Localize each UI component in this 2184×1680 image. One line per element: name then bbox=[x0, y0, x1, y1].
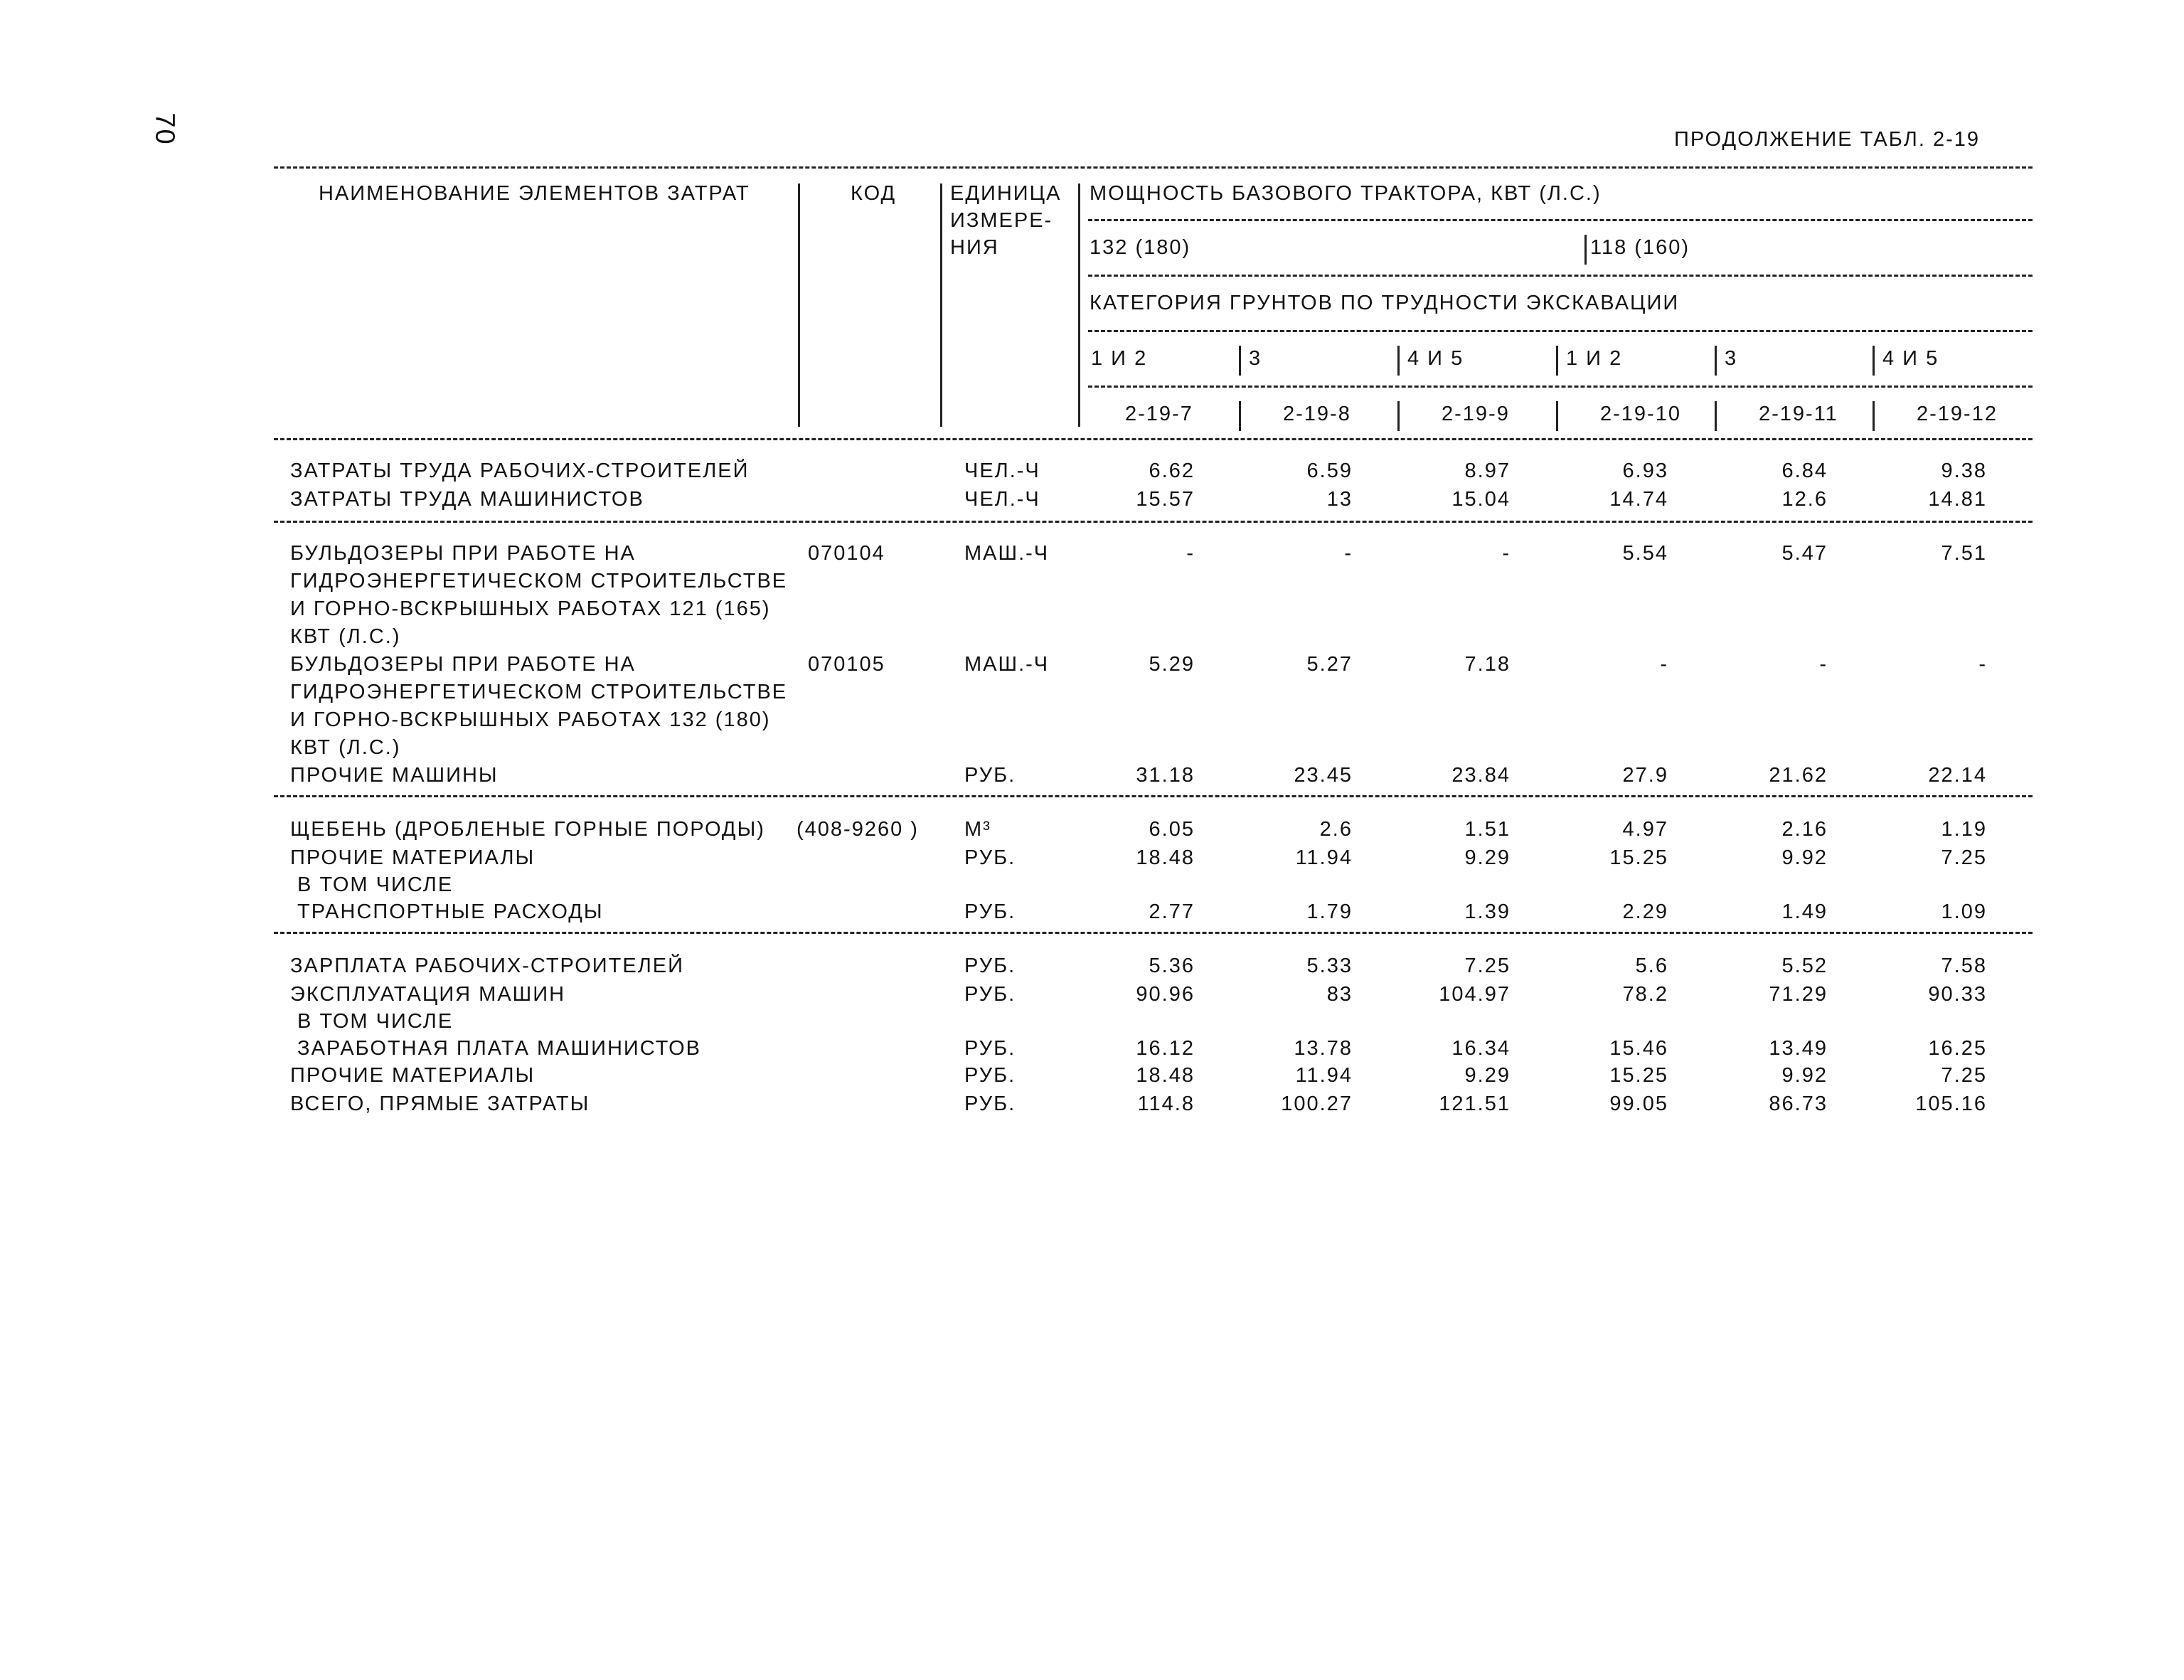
row-value: 18.48 bbox=[1136, 846, 1195, 869]
header-code-6: 2-19-12 bbox=[1917, 403, 1998, 425]
row-value: 14.74 bbox=[1609, 488, 1668, 511]
row-value: 1.39 bbox=[1464, 900, 1511, 923]
header-rule bbox=[1088, 275, 2033, 277]
row-value: 114.8 bbox=[1137, 1092, 1195, 1115]
row-name: ГИДРОЭНЕРГЕТИЧЕСКОМ СТРОИТЕЛЬСТВЕ bbox=[290, 570, 788, 592]
row-value: 5.54 bbox=[1622, 542, 1668, 565]
row-value: 9.92 bbox=[1781, 1064, 1828, 1087]
header-power-a: 132 (180) bbox=[1090, 236, 1191, 259]
header-rule bbox=[1088, 386, 2033, 388]
row-value: 18.48 bbox=[1136, 1064, 1195, 1087]
category-divider bbox=[1239, 346, 1241, 376]
header-code-5: 2-19-11 bbox=[1759, 403, 1838, 425]
row-name: ЗАТРАТЫ ТРУДА МАШИНИСТОВ bbox=[290, 488, 644, 511]
row-value: 5.29 bbox=[1149, 653, 1195, 676]
row-name: ЗАРАБОТНАЯ ПЛАТА МАШИНИСТОВ bbox=[290, 1037, 702, 1060]
row-value: 23.45 bbox=[1294, 764, 1353, 787]
row-value: 27.9 bbox=[1622, 764, 1668, 787]
code-divider bbox=[1556, 401, 1558, 431]
row-name: ЗАТРАТЫ ТРУДА РАБОЧИХ-СТРОИТЕЛЕЙ bbox=[290, 459, 750, 482]
category-divider bbox=[1873, 346, 1875, 376]
header-rule bbox=[1088, 330, 2033, 332]
code-divider bbox=[1715, 401, 1717, 431]
header-unit-line3: НИЯ bbox=[950, 236, 999, 259]
row-unit: ЧЕЛ.-Ч bbox=[964, 459, 1040, 482]
row-value: 99.05 bbox=[1609, 1092, 1668, 1115]
header-category-4: 1 И 2 bbox=[1566, 347, 1623, 370]
header-power-b: 118 (160) bbox=[1590, 236, 1690, 259]
row-name: ЗАРПЛАТА РАБОЧИХ-СТРОИТЕЛЕЙ bbox=[290, 955, 684, 977]
row-name: ТРАНСПОРТНЫЕ РАСХОДЫ bbox=[290, 900, 604, 923]
row-value: 9.38 bbox=[1941, 459, 1987, 482]
row-value: 78.2 bbox=[1622, 983, 1668, 1006]
row-unit: РУБ. bbox=[964, 955, 1016, 977]
row-value: 100.27 bbox=[1281, 1092, 1353, 1115]
header-code-4: 2-19-10 bbox=[1600, 403, 1681, 425]
header-category-3: 4 И 5 bbox=[1407, 347, 1464, 370]
row-value: 6.84 bbox=[1781, 459, 1828, 482]
row-value: 15.04 bbox=[1451, 488, 1511, 511]
header-category-2: 3 bbox=[1249, 347, 1262, 370]
category-divider bbox=[1397, 346, 1400, 376]
row-value: 7.18 bbox=[1464, 653, 1511, 676]
section-rule bbox=[274, 521, 2033, 523]
row-name: ПРОЧИЕ МАШИНЫ bbox=[290, 764, 499, 787]
header-code-1: 2-19-7 bbox=[1125, 403, 1193, 425]
row-name: КВТ (Л.С.) bbox=[290, 736, 401, 759]
row-value: 6.05 bbox=[1149, 818, 1195, 841]
row-value: 7.25 bbox=[1941, 846, 1987, 869]
row-unit: РУБ. bbox=[964, 764, 1016, 787]
row-value: 9.29 bbox=[1464, 1064, 1511, 1087]
row-value: 5.33 bbox=[1306, 955, 1353, 977]
header-code-3: 2-19-9 bbox=[1442, 403, 1510, 425]
row-value: 1.49 bbox=[1781, 900, 1828, 923]
row-name: КВТ (Л.С.) bbox=[290, 625, 401, 648]
code-divider bbox=[1873, 401, 1875, 431]
row-value: 104.97 bbox=[1439, 983, 1511, 1006]
row-value: 14.81 bbox=[1928, 488, 1987, 511]
row-value: 5.6 bbox=[1635, 955, 1668, 977]
row-value: 21.62 bbox=[1769, 764, 1828, 787]
code-divider bbox=[1239, 401, 1241, 431]
row-value: - bbox=[1978, 653, 1987, 676]
header-top-rule bbox=[274, 166, 2033, 169]
row-name: ПРОЧИЕ МАТЕРИАЛЫ bbox=[290, 846, 536, 869]
row-value: 15.46 bbox=[1609, 1037, 1668, 1060]
row-value: 23.84 bbox=[1451, 764, 1511, 787]
row-name: В ТОМ ЧИСЛЕ bbox=[290, 873, 454, 896]
section-rule bbox=[274, 932, 2033, 934]
row-value: 4.97 bbox=[1622, 818, 1668, 841]
row-value: 5.27 bbox=[1306, 653, 1353, 676]
row-value: 13.49 bbox=[1769, 1037, 1828, 1060]
row-value: 7.58 bbox=[1941, 955, 1987, 977]
row-name: ЩЕБЕНЬ (ДРОБЛЕНЫЕ ГОРНЫЕ ПОРОДЫ) bbox=[290, 818, 765, 841]
row-code: 070105 bbox=[808, 653, 885, 676]
header-rule bbox=[1088, 219, 2033, 221]
row-unit: РУБ. bbox=[964, 983, 1016, 1006]
column-divider-power bbox=[1584, 235, 1587, 265]
row-value: 22.14 bbox=[1928, 764, 1987, 787]
row-value: 2.29 bbox=[1622, 900, 1668, 923]
column-divider-values bbox=[1078, 184, 1080, 427]
row-value: 9.29 bbox=[1464, 846, 1511, 869]
code-divider bbox=[1397, 401, 1400, 431]
row-value: 15.25 bbox=[1609, 846, 1668, 869]
row-value: 11.94 bbox=[1295, 1064, 1353, 1087]
row-value: 2.77 bbox=[1149, 900, 1195, 923]
row-value: 2.16 bbox=[1781, 818, 1828, 841]
row-name: БУЛЬДОЗЕРЫ ПРИ РАБОТЕ НА bbox=[290, 542, 636, 565]
row-value: 71.29 bbox=[1769, 983, 1828, 1006]
row-unit: М³ bbox=[964, 818, 991, 841]
row-code: (408-9260 ) bbox=[797, 818, 919, 841]
row-value: 11.94 bbox=[1295, 846, 1353, 869]
header-name: НАИМЕНОВАНИЕ ЭЛЕМЕНТОВ ЗАТРАТ bbox=[319, 182, 750, 205]
row-value: 1.79 bbox=[1306, 900, 1353, 923]
row-value: 5.47 bbox=[1781, 542, 1828, 565]
row-unit: МАШ.-Ч bbox=[964, 653, 1050, 676]
row-value: - bbox=[1186, 542, 1195, 565]
header-category-5: 3 bbox=[1725, 347, 1738, 370]
row-value: 105.16 bbox=[1915, 1092, 1987, 1115]
row-unit: РУБ. bbox=[964, 1092, 1016, 1115]
page-number: 70 bbox=[149, 112, 180, 146]
row-value: 6.62 bbox=[1149, 459, 1195, 482]
row-value: 5.52 bbox=[1781, 955, 1828, 977]
row-value: - bbox=[1344, 542, 1353, 565]
row-name: И ГОРНО-ВСКРЫШНЫХ РАБОТАХ 121 (165) bbox=[290, 597, 771, 620]
header-code: КОД bbox=[851, 182, 897, 205]
row-value: 12.6 bbox=[1781, 488, 1828, 511]
table-continuation-title: ПРОДОЛЖЕНИЕ ТАБЛ. 2-19 bbox=[1674, 128, 1980, 151]
row-value: 7.25 bbox=[1464, 955, 1511, 977]
row-value: 1.09 bbox=[1941, 900, 1987, 923]
row-value: - bbox=[1819, 653, 1828, 676]
header-bottom-rule bbox=[274, 438, 2033, 440]
row-name: ВСЕГО, ПРЯМЫЕ ЗАТРАТЫ bbox=[290, 1092, 590, 1115]
row-value: 90.33 bbox=[1928, 983, 1987, 1006]
column-divider-code bbox=[798, 184, 800, 427]
row-value: 1.19 bbox=[1941, 818, 1987, 841]
row-value: 13 bbox=[1326, 488, 1353, 511]
category-divider bbox=[1556, 346, 1558, 376]
row-value: 16.25 bbox=[1928, 1037, 1987, 1060]
row-value: 1.51 bbox=[1464, 818, 1511, 841]
row-unit: ЧЕЛ.-Ч bbox=[964, 488, 1040, 511]
row-name: БУЛЬДОЗЕРЫ ПРИ РАБОТЕ НА bbox=[290, 653, 636, 676]
row-unit: МАШ.-Ч bbox=[964, 542, 1050, 565]
row-value: 7.25 bbox=[1941, 1064, 1987, 1087]
section-rule bbox=[274, 795, 2033, 797]
row-value: 5.36 bbox=[1149, 955, 1195, 977]
row-value: - bbox=[1660, 653, 1668, 676]
row-code: 070104 bbox=[808, 542, 885, 565]
row-value: 9.92 bbox=[1781, 846, 1828, 869]
header-unit-line2: ИЗМЕРЕ- bbox=[950, 209, 1053, 232]
row-unit: РУБ. bbox=[964, 846, 1016, 869]
header-unit-line1: ЕДИНИЦА bbox=[950, 182, 1062, 205]
row-value: 16.34 bbox=[1451, 1037, 1511, 1060]
row-value: 86.73 bbox=[1769, 1092, 1828, 1115]
row-unit: РУБ. bbox=[964, 1064, 1016, 1087]
row-value: 8.97 bbox=[1464, 459, 1511, 482]
row-unit: РУБ. bbox=[964, 1037, 1016, 1060]
row-value: 13.78 bbox=[1294, 1037, 1353, 1060]
header-category-6: 4 И 5 bbox=[1882, 347, 1939, 370]
row-value: 83 bbox=[1326, 983, 1353, 1006]
row-name: ПРОЧИЕ МАТЕРИАЛЫ bbox=[290, 1064, 536, 1087]
row-value: 15.25 bbox=[1609, 1064, 1668, 1087]
row-value: 15.57 bbox=[1136, 488, 1195, 511]
header-category-1: 1 И 2 bbox=[1091, 347, 1148, 370]
row-value: 90.96 bbox=[1136, 983, 1195, 1006]
row-value: 7.51 bbox=[1941, 542, 1987, 565]
row-name: И ГОРНО-ВСКРЫШНЫХ РАБОТАХ 132 (180) bbox=[290, 708, 771, 731]
row-value: 2.6 bbox=[1319, 818, 1353, 841]
row-value: 121.51 bbox=[1439, 1092, 1511, 1115]
row-name: ЭКСПЛУАТАЦИЯ МАШИН bbox=[290, 983, 566, 1006]
column-divider-unit bbox=[940, 184, 942, 427]
header-power: МОЩНОСТЬ БАЗОВОГО ТРАКТОРА, КВТ (Л.С.) bbox=[1090, 182, 1602, 205]
row-name: В ТОМ ЧИСЛЕ bbox=[290, 1010, 454, 1033]
row-value: - bbox=[1502, 542, 1511, 565]
header-code-2: 2-19-8 bbox=[1283, 403, 1351, 425]
row-value: 16.12 bbox=[1136, 1037, 1195, 1060]
row-value: 6.59 bbox=[1306, 459, 1353, 482]
header-category: КАТЕГОРИЯ ГРУНТОВ ПО ТРУДНОСТИ ЭКСКАВАЦИИ bbox=[1090, 292, 1680, 314]
row-unit: РУБ. bbox=[964, 900, 1016, 923]
category-divider bbox=[1715, 346, 1717, 376]
row-value: 31.18 bbox=[1136, 764, 1195, 787]
row-value: 6.93 bbox=[1622, 459, 1668, 482]
row-name: ГИДРОЭНЕРГЕТИЧЕСКОМ СТРОИТЕЛЬСТВЕ bbox=[290, 681, 788, 703]
